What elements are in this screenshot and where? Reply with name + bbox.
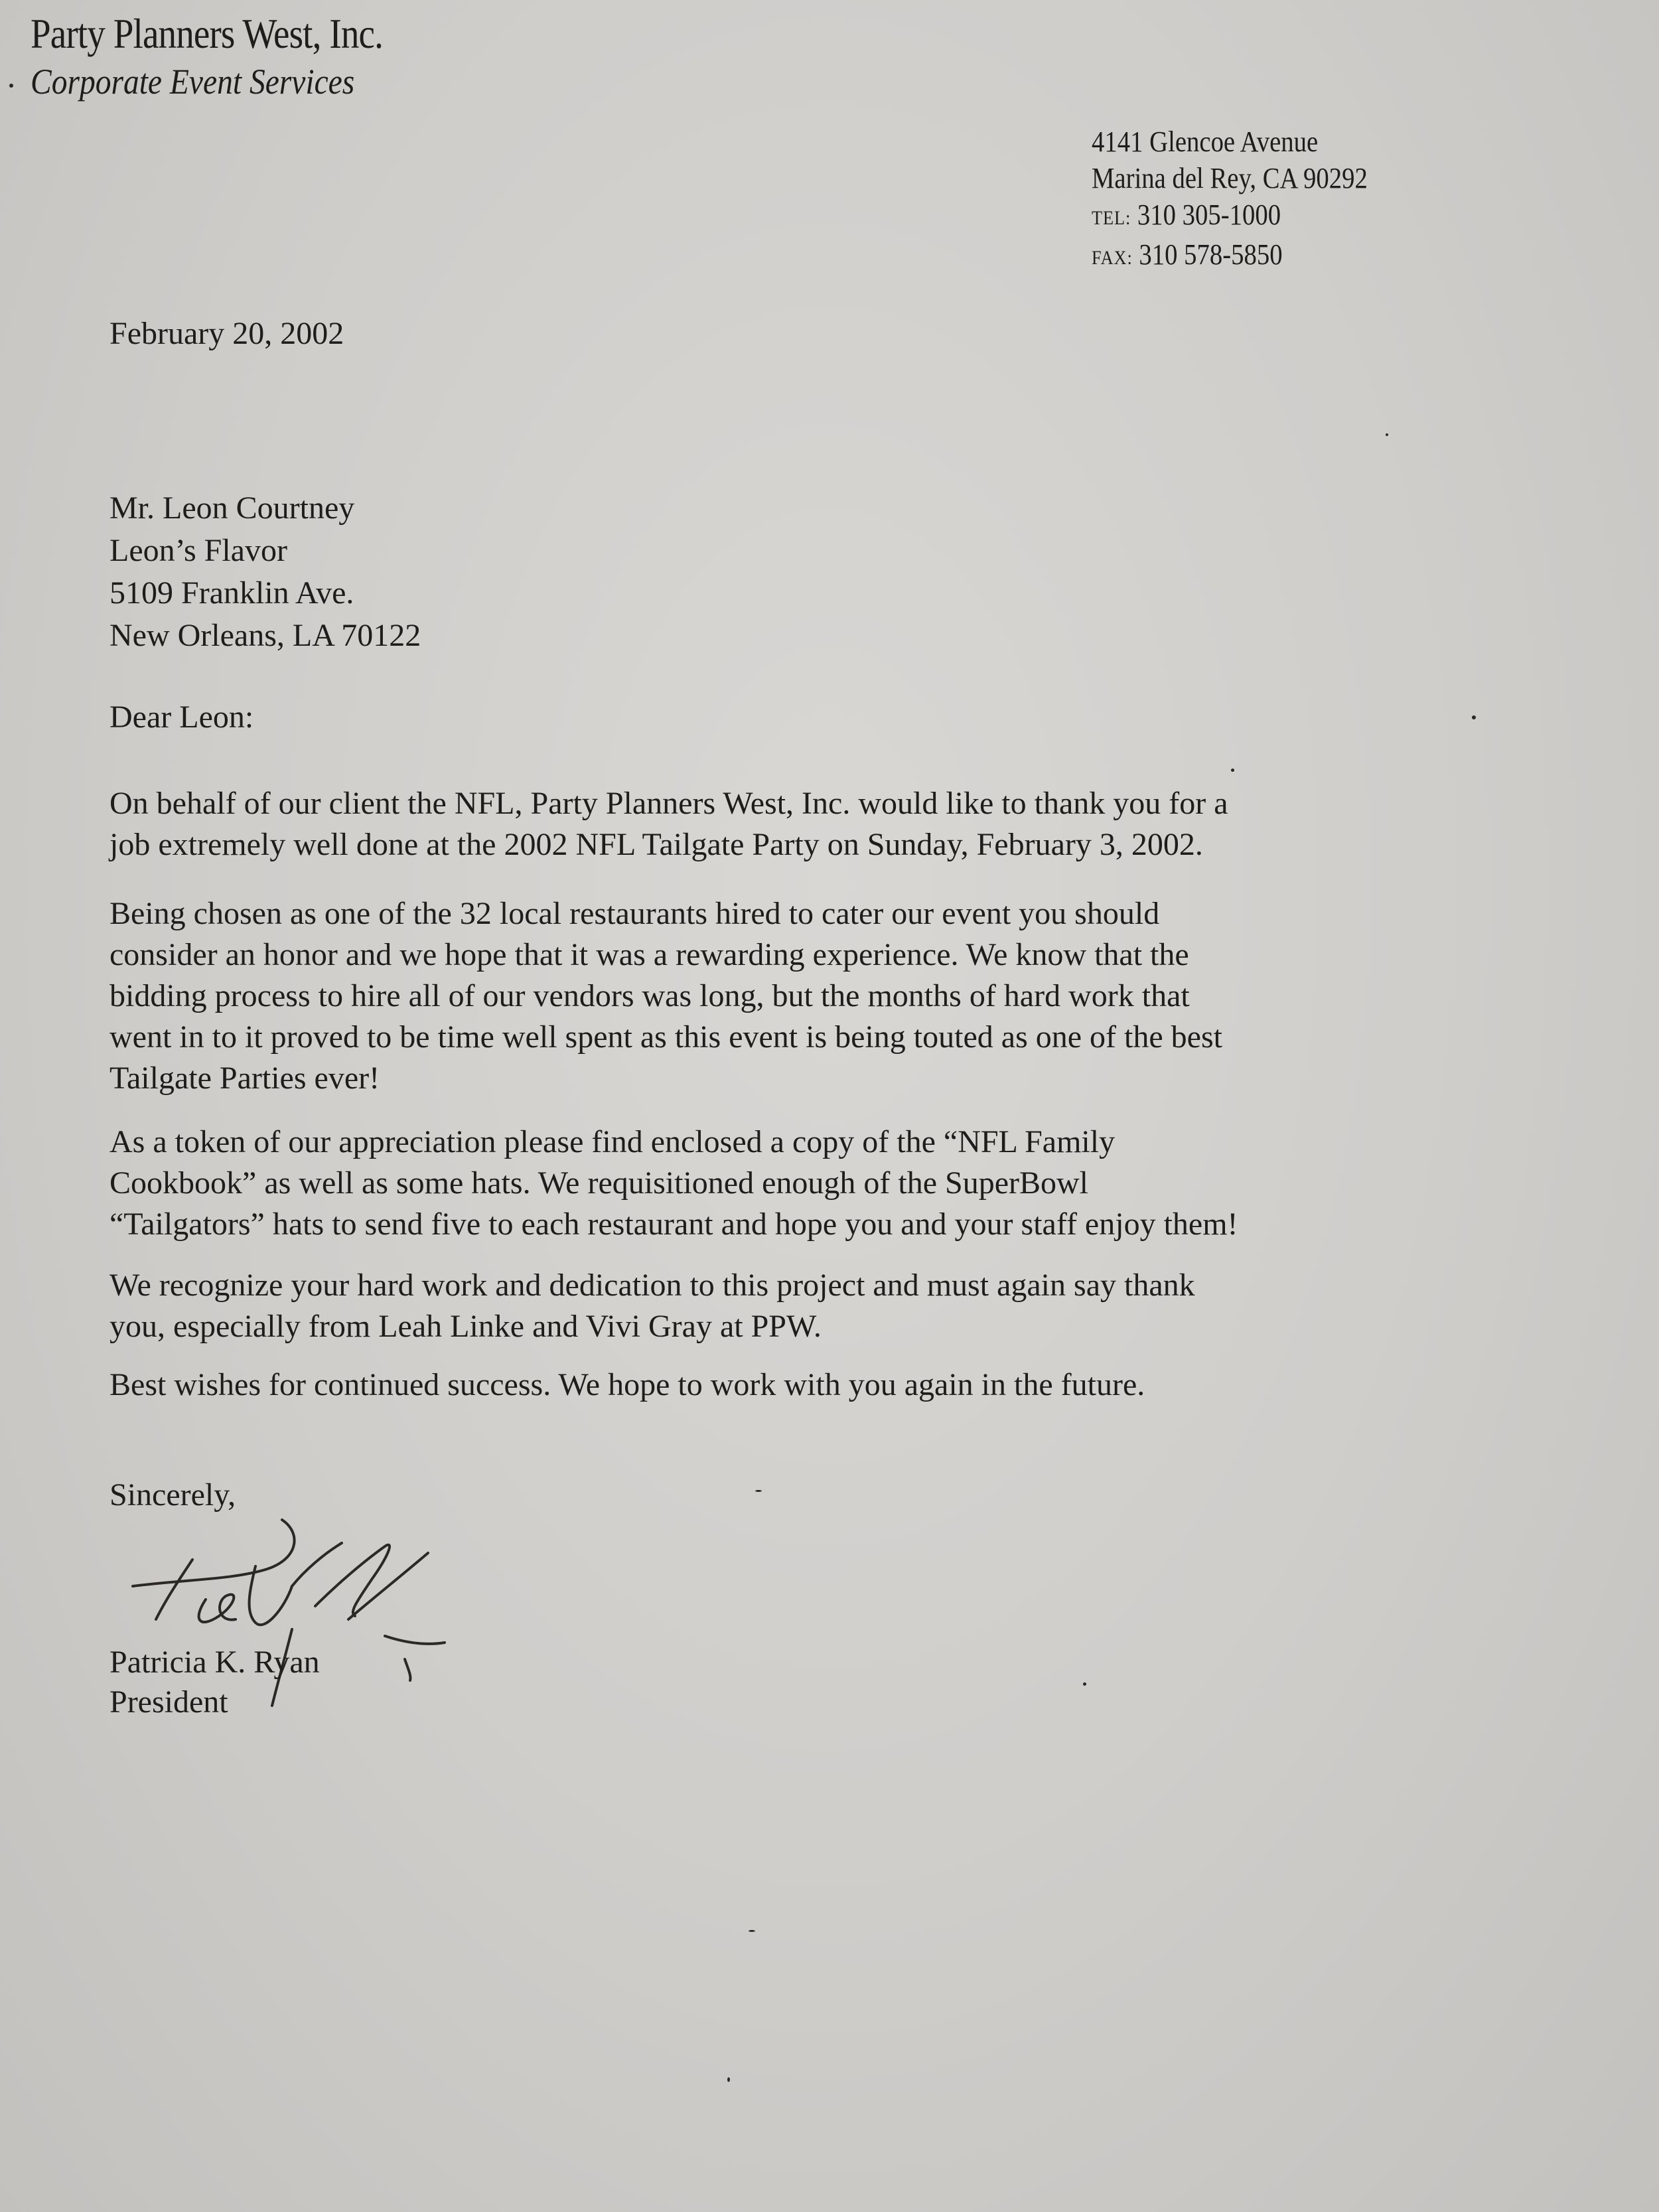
paragraph-line: Being chosen as one of the 32 local restaurants hired to cater our event you should bbox=[109, 896, 1160, 931]
tel-value: 310 305-1000 bbox=[1137, 198, 1281, 231]
paragraph-line: consider an honor and we hope that it was a rewarding experience. We know that the bbox=[109, 937, 1189, 972]
paragraph-5 bbox=[109, 1364, 1437, 1406]
letter-date: February 20, 2002 bbox=[109, 316, 344, 351]
paragraph-line: On behalf of our client the NFL, Party Planners West, Inc. would like to thank you for a bbox=[109, 786, 1228, 821]
paragraph-4 bbox=[109, 1265, 1437, 1347]
paragraph-line: you, especially from Leah Linke and Vivi Gray at PPW. bbox=[109, 1309, 822, 1344]
paragraph-line: Cookbook” as well as some hats. We requisitioned enough of the SuperBowl bbox=[109, 1165, 1089, 1201]
company-tagline: Corporate Event Services bbox=[31, 62, 355, 102]
recipient-address bbox=[109, 487, 1437, 657]
paragraph-line: job extremely well done at the 2002 NFL Tailgate Party on Sunday, February 3, 2002. bbox=[109, 827, 1203, 862]
telephone-line bbox=[1092, 196, 1368, 236]
paper-speck bbox=[755, 1490, 762, 1492]
paragraph-2 bbox=[109, 893, 1437, 1099]
paragraph-line: We recognize your hard work and dedication to this project and must again say thank bbox=[109, 1268, 1195, 1303]
paper-speck bbox=[727, 2077, 730, 2082]
address-line-2: Marina del Rey, CA 90292 bbox=[1092, 162, 1368, 194]
paper-speck bbox=[9, 84, 13, 88]
paragraph-line: Tailgate Parties ever! bbox=[109, 1061, 380, 1096]
paragraph-1 bbox=[109, 783, 1437, 865]
recipient-company: Leon’s Flavor bbox=[109, 533, 287, 568]
paper-speck bbox=[749, 1930, 755, 1932]
signer-block bbox=[109, 1643, 1437, 1722]
salutation: Dear Leon: bbox=[109, 700, 254, 735]
fax-value: 310 578-5850 bbox=[1139, 238, 1283, 271]
signer-name: Patricia K. Ryan bbox=[109, 1645, 320, 1680]
paragraph-line: went in to it proved to be time well spent as this event is being touted as one of the best bbox=[109, 1019, 1222, 1055]
paper-speck bbox=[1083, 1682, 1086, 1686]
paragraph-line: As a token of our appreciation please find enclosed a copy of the “NFL Family bbox=[109, 1124, 1116, 1159]
recipient-city-state-zip: New Orleans, LA 70122 bbox=[109, 618, 421, 653]
closing: Sincerely, bbox=[109, 1477, 236, 1512]
paper-speck bbox=[1386, 433, 1388, 436]
signer-title: President bbox=[109, 1684, 228, 1720]
paragraph-3 bbox=[109, 1122, 1437, 1245]
paragraph-line: Best wishes for continued success. We hope to work with you again in the future. bbox=[109, 1367, 1145, 1402]
paper-speck bbox=[1472, 715, 1476, 719]
company-name: Party Planners West, Inc. bbox=[31, 10, 383, 57]
recipient-name: Mr. Leon Courtney bbox=[109, 490, 355, 526]
recipient-street: 5109 Franklin Ave. bbox=[109, 575, 354, 611]
fax-label: FAX: bbox=[1092, 247, 1133, 269]
fax-line bbox=[1092, 236, 1368, 276]
paragraph-line: bidding process to hire all of our vendors was long, but the months of hard work that bbox=[109, 978, 1190, 1013]
company-address-block bbox=[1092, 123, 1368, 276]
tel-label: TEL: bbox=[1092, 207, 1131, 229]
paper-speck bbox=[1231, 769, 1234, 772]
address-line-1: 4141 Glencoe Avenue bbox=[1092, 125, 1319, 158]
paragraph-line: “Tailgators” hats to send five to each restaurant and hope you and your staff enjoy them! bbox=[109, 1207, 1238, 1242]
